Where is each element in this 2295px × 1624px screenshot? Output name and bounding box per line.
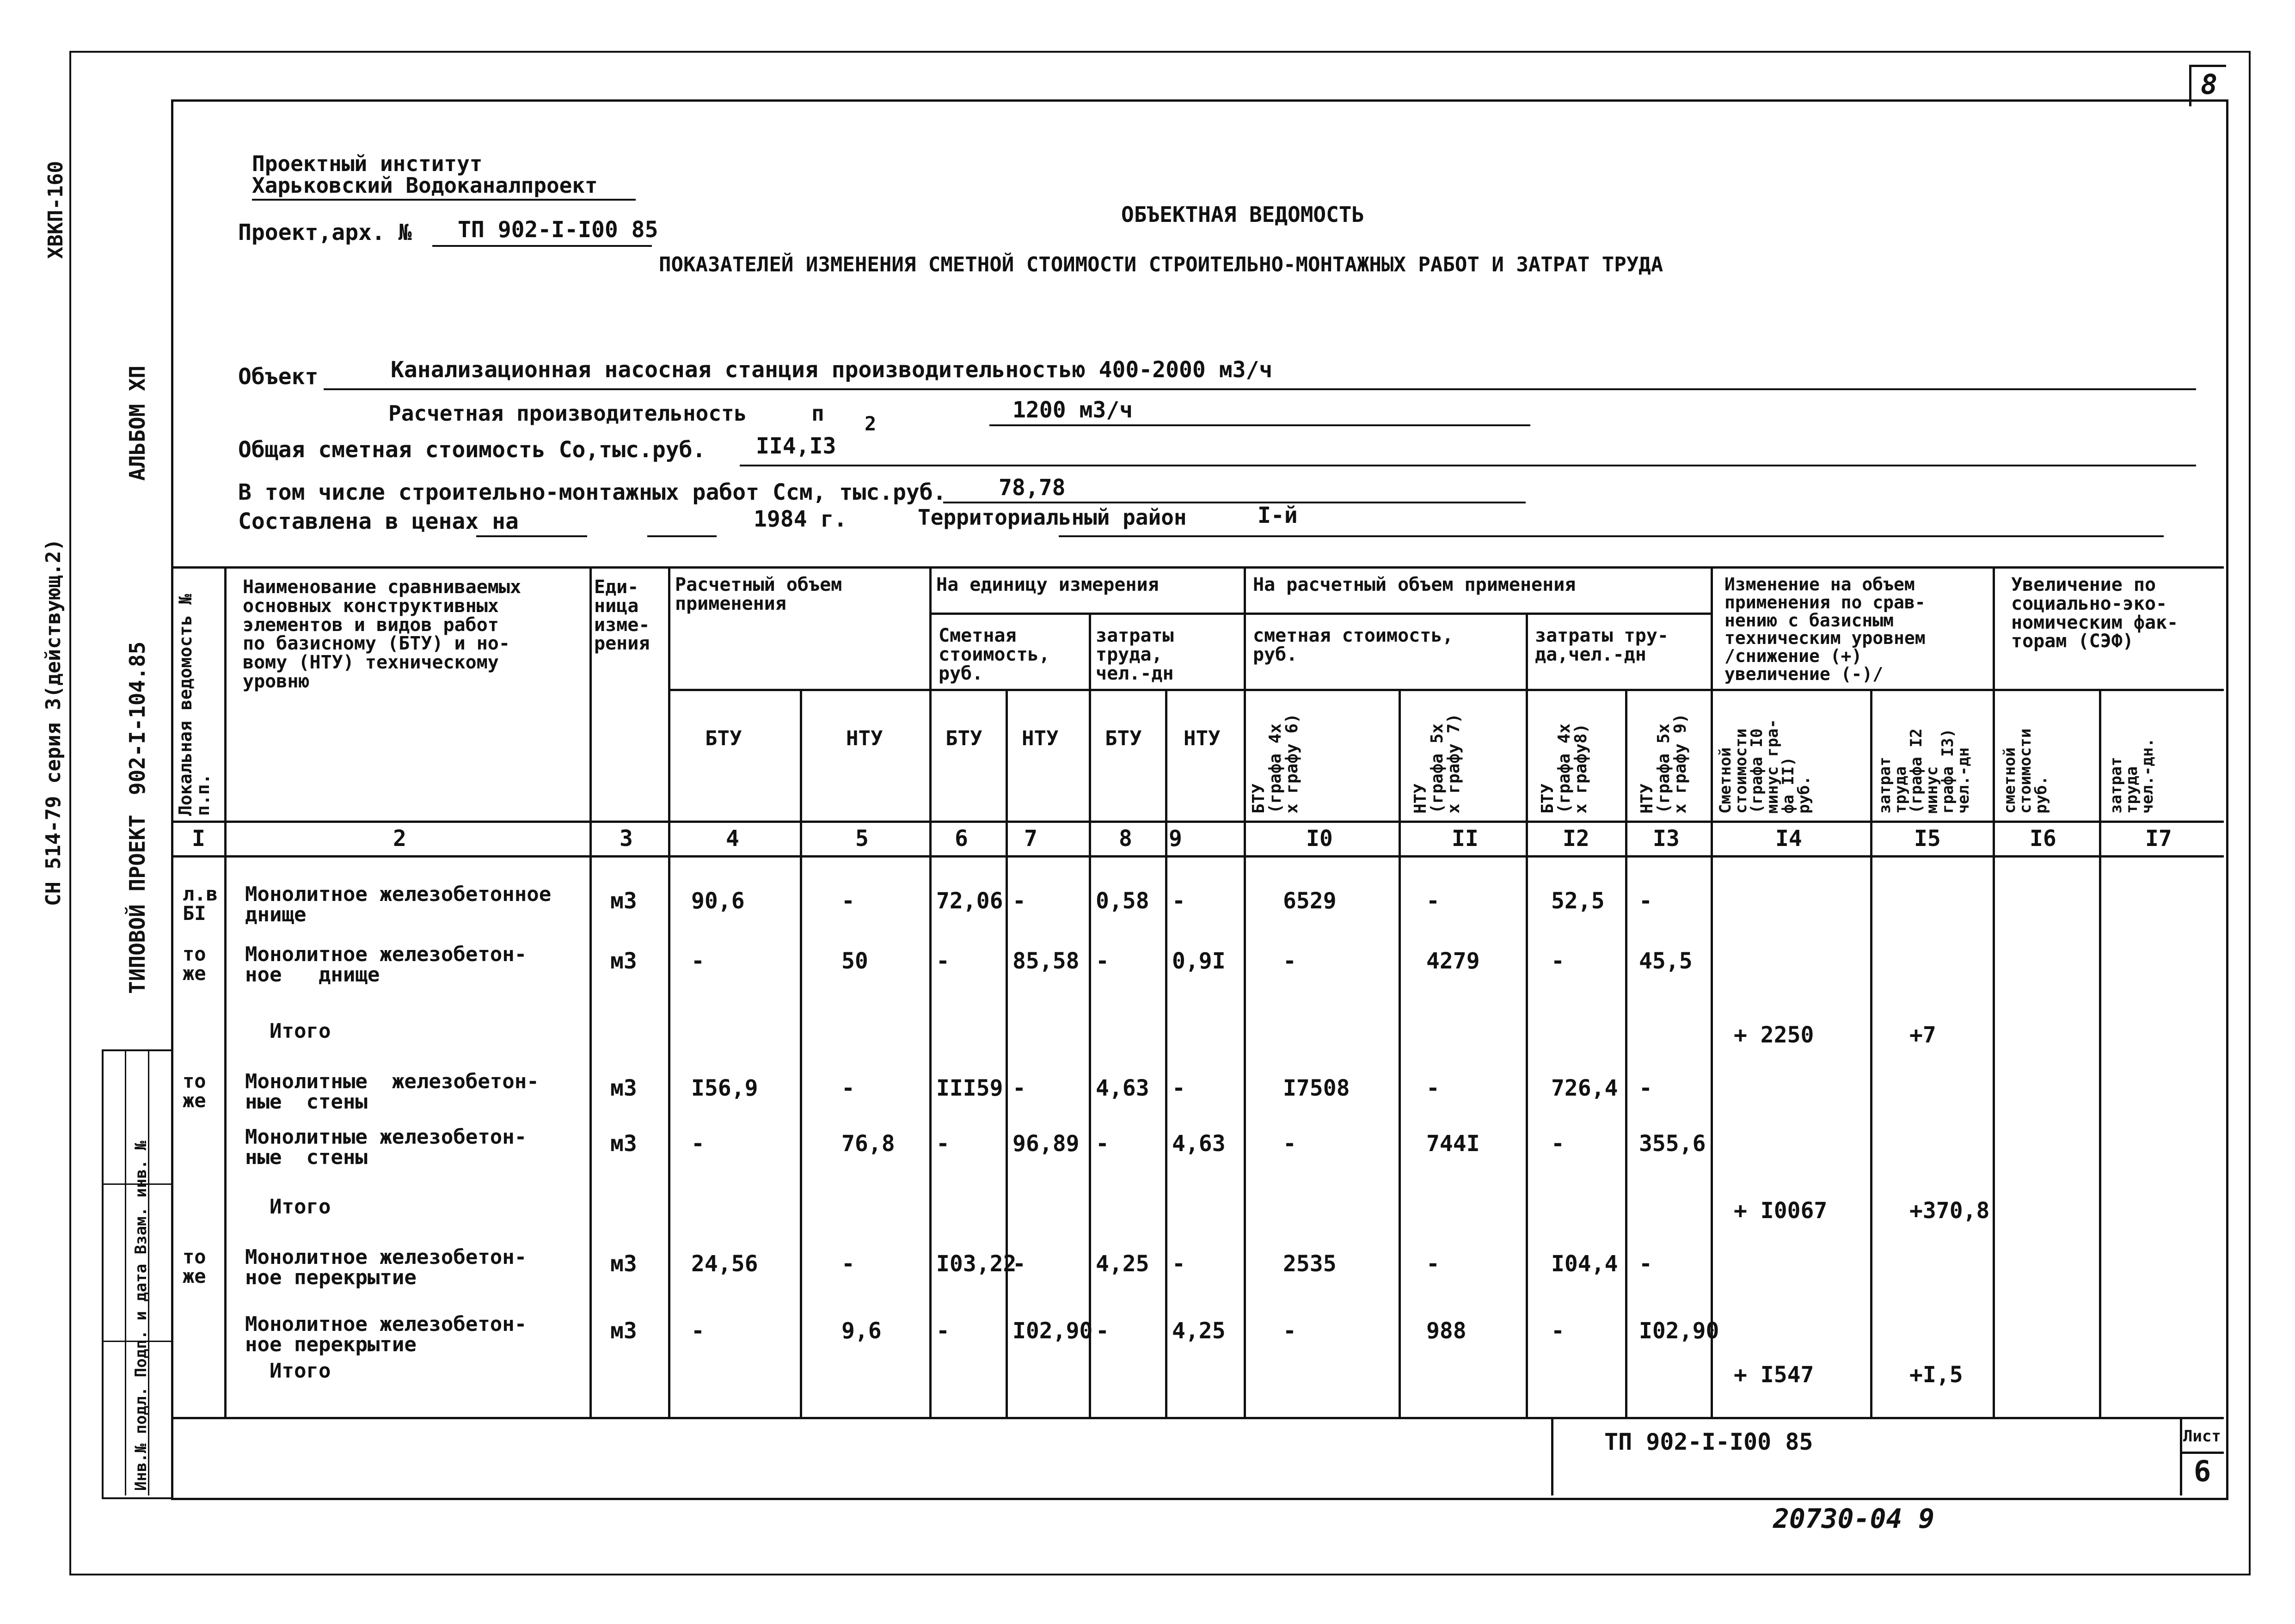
row-2-c3: м3 bbox=[610, 948, 637, 974]
region-value: I-й bbox=[1258, 503, 1298, 528]
colnum-7: 7 bbox=[1024, 826, 1037, 852]
header-col13: НТУ (графа 5х х графу 9) bbox=[1638, 713, 1690, 814]
row-7-c4: 24,56 bbox=[691, 1251, 758, 1277]
header-group-4-5: Расчетный объем применения bbox=[675, 574, 842, 614]
header-col4-btu: БТУ bbox=[705, 727, 742, 750]
row-5-c8: - bbox=[1096, 1131, 1109, 1157]
row-5-c10: - bbox=[1283, 1131, 1296, 1157]
header-group-10-11: сметная стоимость, руб. bbox=[1253, 625, 1454, 665]
row-9-c15: +I,5 bbox=[1909, 1362, 1963, 1388]
row-7-c3: м3 bbox=[610, 1251, 637, 1277]
header-group-16-17: Увеличение по социально-эко- номическим фак- торам (СЭФ) bbox=[2011, 574, 2178, 652]
colnum-12: I2 bbox=[1563, 826, 1589, 852]
row-3-c2: Итого bbox=[245, 1019, 331, 1043]
institute-line1: Проектный институт bbox=[252, 151, 483, 176]
header-group-14-15: Изменение на объем применения по срав- нению с базисным техническим уровнем /снижение (+) увеличение (-)/ bbox=[1724, 574, 1926, 684]
header-col9-ntu: НТУ bbox=[1184, 727, 1221, 750]
header-col7-ntu: НТУ bbox=[1022, 727, 1059, 750]
header-col8-btu: БТУ bbox=[1105, 727, 1142, 750]
total-cost-value: II4,I3 bbox=[756, 433, 836, 459]
row-8-c6: - bbox=[936, 1318, 950, 1344]
row-7-c9: - bbox=[1172, 1251, 1185, 1277]
row-8-c11: 988 bbox=[1426, 1318, 1467, 1344]
header-col17: затрат труда чел.-дн. bbox=[2107, 738, 2157, 814]
row-1-c7: - bbox=[1012, 888, 1026, 914]
row-4-c7: - bbox=[1012, 1075, 1026, 1101]
row-4-c3: м3 bbox=[610, 1075, 637, 1101]
row-2-c11: 4279 bbox=[1426, 948, 1480, 974]
row-8-c13: I02,90 bbox=[1639, 1318, 1719, 1344]
row-4-c12: 726,4 bbox=[1551, 1075, 1618, 1101]
row-1-c3: м3 bbox=[610, 888, 637, 914]
row-7-c2: Монолитное железобетон- ное перекрытие bbox=[245, 1245, 527, 1289]
header-group-10-13: На расчетный объем применения bbox=[1253, 574, 1576, 595]
colnum-5: 5 bbox=[855, 826, 869, 852]
header-group-6-7: Сметная стоимость, руб. bbox=[939, 625, 1050, 684]
header-col15: затрат труда (графа I2 минус графа I3) чел.-дн bbox=[1876, 728, 1973, 814]
row-4-c5: - bbox=[841, 1075, 855, 1101]
colnum-9: 9 bbox=[1169, 826, 1182, 852]
header-group-12-13: затраты тру- да,чел.-дн bbox=[1535, 625, 1669, 665]
row-7-c8: 4,25 bbox=[1096, 1251, 1149, 1277]
row-4-c4: I56,9 bbox=[691, 1075, 758, 1101]
row-2-c1: то же bbox=[183, 943, 206, 985]
colnum-16: I6 bbox=[2030, 826, 2056, 852]
colnum-4: 4 bbox=[726, 826, 739, 852]
row-7-c5: - bbox=[841, 1251, 855, 1277]
row-6-c2: Итого bbox=[245, 1195, 331, 1219]
row-7-c10: 2535 bbox=[1283, 1251, 1337, 1277]
capacity-subscript: 2 bbox=[865, 412, 877, 435]
region-label: Территориальный район bbox=[918, 505, 1187, 530]
header-col2: Наименование сравниваемых основных конструктивных элементов и видов работ по базисному (БТУ) и но- вому (НТУ) техническому уровню bbox=[243, 576, 522, 692]
capacity-label: Расчетная производительность bbox=[388, 401, 747, 426]
object-label: Объект bbox=[238, 364, 319, 390]
row-5-c11: 744I bbox=[1426, 1131, 1480, 1157]
row-2-c13: 45,5 bbox=[1639, 948, 1693, 974]
project-arch-label: Проект,арх. № bbox=[238, 220, 412, 245]
row-5-c6: - bbox=[936, 1131, 950, 1157]
colnum-10: I0 bbox=[1306, 826, 1333, 852]
row-3-c14: + 2250 bbox=[1734, 1022, 1814, 1048]
colnum-13: I3 bbox=[1653, 826, 1680, 852]
row-5-c5: 76,8 bbox=[841, 1131, 895, 1157]
row-4-c1: то же bbox=[183, 1070, 206, 1112]
row-1-c13: - bbox=[1639, 888, 1652, 914]
bottom-code: 20730-04 9 bbox=[1773, 1503, 1935, 1534]
row-7-c11: - bbox=[1426, 1251, 1440, 1277]
header-col14: Сметной стоимости (графа I0 минус гра- фа II) руб. bbox=[1716, 719, 1813, 814]
header-col1: Локальная ведомость № п.п. bbox=[175, 594, 213, 816]
header-col10: БТУ (графа 4х х графу 6) bbox=[1249, 713, 1301, 814]
institute-line2: Харьковский Водоканалпроект bbox=[252, 173, 598, 198]
row-8-c2: Монолитное железобетон- ное перекрытие bbox=[245, 1312, 527, 1356]
row-9-c14: + I547 bbox=[1734, 1362, 1814, 1388]
header-col11: НТУ (графа 5х х графу 7) bbox=[1411, 713, 1463, 814]
row-7-c13: - bbox=[1639, 1251, 1652, 1277]
sn-reference: СН 514-79 серия 3(действующ.2) bbox=[42, 539, 65, 906]
row-2-c9: 0,9I bbox=[1172, 948, 1226, 974]
header-col5-ntu: НТУ bbox=[846, 727, 883, 750]
row-8-c12: - bbox=[1551, 1318, 1565, 1344]
colnum-6: 6 bbox=[955, 826, 968, 852]
row-1-c10: 6529 bbox=[1283, 888, 1337, 914]
header-col6-btu: БТУ bbox=[945, 727, 982, 750]
row-1-c6: 72,06 bbox=[936, 888, 1003, 914]
row-5-c2: Монолитные железобетон- ные стены bbox=[245, 1125, 527, 1169]
row-6-c15: +370,8 bbox=[1909, 1198, 1990, 1224]
row-2-c5: 50 bbox=[841, 948, 868, 974]
row-1-c11: - bbox=[1426, 888, 1440, 914]
capacity-value: 1200 м3/ч bbox=[1012, 397, 1133, 423]
colnum-14: I4 bbox=[1775, 826, 1802, 852]
row-5-c3: м3 bbox=[610, 1131, 637, 1157]
typical-project-label: ТИПОВОЙ ПРОЕКТ bbox=[125, 815, 150, 994]
row-2-c8: - bbox=[1096, 948, 1109, 974]
colnum-8: 8 bbox=[1119, 826, 1132, 852]
row-8-c10: - bbox=[1283, 1318, 1296, 1344]
colnum-11: II bbox=[1452, 826, 1479, 852]
sheet-corner-number: 8 bbox=[2201, 68, 2218, 101]
prices-year: 1984 г. bbox=[754, 506, 847, 532]
project-arch-value: ТП 902-I-I00 85 bbox=[458, 217, 658, 243]
row-2-c10: - bbox=[1283, 948, 1296, 974]
row-2-c4: - bbox=[691, 948, 705, 974]
colnum-1: I bbox=[192, 826, 205, 852]
row-4-c13: - bbox=[1639, 1075, 1652, 1101]
row-6-c14: + I0067 bbox=[1734, 1198, 1828, 1224]
row-1-c2: Монолитное железобетонное днище bbox=[245, 882, 552, 926]
row-4-c9: - bbox=[1172, 1075, 1185, 1101]
row-7-c12: I04,4 bbox=[1551, 1251, 1618, 1277]
header-col3: Еди- ница изме- рения bbox=[594, 576, 650, 655]
row-2-c12: - bbox=[1551, 948, 1565, 974]
row-8-c5: 9,6 bbox=[841, 1318, 882, 1344]
stamp-code: ТП 902-I-I00 85 bbox=[1604, 1428, 1813, 1455]
row-5-c13: 355,6 bbox=[1639, 1131, 1706, 1157]
row-1-c9: - bbox=[1172, 888, 1185, 914]
object-value: Канализационная насосная станция производительностью 400-2000 м3/ч bbox=[391, 357, 1273, 383]
album-label: АЛЬБОМ XП bbox=[125, 365, 150, 481]
row-1-c8: 0,58 bbox=[1096, 888, 1149, 914]
row-1-c12: 52,5 bbox=[1551, 888, 1605, 914]
document-title: ОБЪЕКТНАЯ ВЕДОМОСТЬ bbox=[1121, 202, 1365, 227]
document-subtitle: ПОКАЗАТЕЛЕЙ ИЗМЕНЕНИЯ СМЕТНОЙ СТОИМОСТИ СТРОИТЕЛЬНО-МОНТАЖНЫХ РАБОТ И ЗАТРАТ ТРУДА bbox=[659, 253, 1663, 276]
header-col16: сметной стоимости руб. bbox=[2000, 728, 2050, 814]
row-5-c9: 4,63 bbox=[1172, 1131, 1226, 1157]
colnum-3: 3 bbox=[620, 826, 633, 852]
row-5-c4: - bbox=[691, 1131, 705, 1157]
total-cost-label: Общая сметная стоимость Со,тыс.руб. bbox=[238, 437, 706, 463]
row-8-c4: - bbox=[691, 1318, 705, 1344]
row-4-c8: 4,63 bbox=[1096, 1075, 1149, 1101]
table-top-line bbox=[171, 566, 2224, 569]
project-code-vertical: 902-I-104.85 bbox=[125, 641, 150, 795]
row-5-c12: - bbox=[1551, 1131, 1565, 1157]
row-8-c7: I02,90 bbox=[1012, 1318, 1093, 1344]
row-2-c2: Монолитное железобетон- ное днище bbox=[245, 943, 527, 987]
row-2-c6: - bbox=[936, 948, 950, 974]
row-8-c8: - bbox=[1096, 1318, 1109, 1344]
archive-code: ХВКП-160 bbox=[44, 161, 68, 259]
table-bottom-line bbox=[171, 1417, 2224, 1419]
row-9-c2: Итого bbox=[245, 1359, 331, 1383]
sheet-number: 6 bbox=[2194, 1454, 2211, 1488]
sheet-label: Лист bbox=[2183, 1427, 2221, 1446]
row-8-c3: м3 bbox=[610, 1318, 637, 1344]
header-group-6-9: На единицу измерения bbox=[936, 574, 1159, 595]
row-2-c7: 85,58 bbox=[1012, 948, 1080, 974]
row-4-c11: - bbox=[1426, 1075, 1440, 1101]
row-1-c4: 90,6 bbox=[691, 888, 745, 914]
colnum-17: I7 bbox=[2145, 826, 2172, 852]
row-7-c7: - bbox=[1012, 1251, 1026, 1277]
side-stamp-text: Инв.№ подл. Подп. и дата Взам. инв. № bbox=[132, 1140, 150, 1491]
row-3-c15: +7 bbox=[1909, 1022, 1936, 1048]
header-col12: БТУ (графа 4х х графу8) bbox=[1538, 723, 1590, 814]
row-4-c10: I7508 bbox=[1283, 1075, 1350, 1101]
capacity-symbol: п bbox=[811, 401, 824, 426]
colnum-15: I5 bbox=[1914, 826, 1941, 852]
header-group-8-9: затраты труда, чел.-дн bbox=[1096, 625, 1174, 684]
row-7-c6: I03,22 bbox=[936, 1251, 1017, 1277]
prices-label: Составлена в ценах на bbox=[238, 509, 519, 534]
row-7-c1: то же bbox=[183, 1245, 206, 1287]
smr-value: 78,78 bbox=[999, 475, 1066, 501]
row-4-c6: III59 bbox=[936, 1075, 1003, 1101]
row-5-c7: 96,89 bbox=[1012, 1131, 1080, 1157]
row-1-c5: - bbox=[841, 888, 855, 914]
smr-label: В том числе строительно-монтажных работ Ссм, тыс.руб. bbox=[238, 479, 946, 505]
row-8-c9: 4,25 bbox=[1172, 1318, 1226, 1344]
row-1-c1: л.в БI bbox=[183, 882, 218, 925]
row-4-c2: Монолитные железобетон- ные стены bbox=[245, 1070, 539, 1114]
colnum-2: 2 bbox=[393, 826, 406, 852]
